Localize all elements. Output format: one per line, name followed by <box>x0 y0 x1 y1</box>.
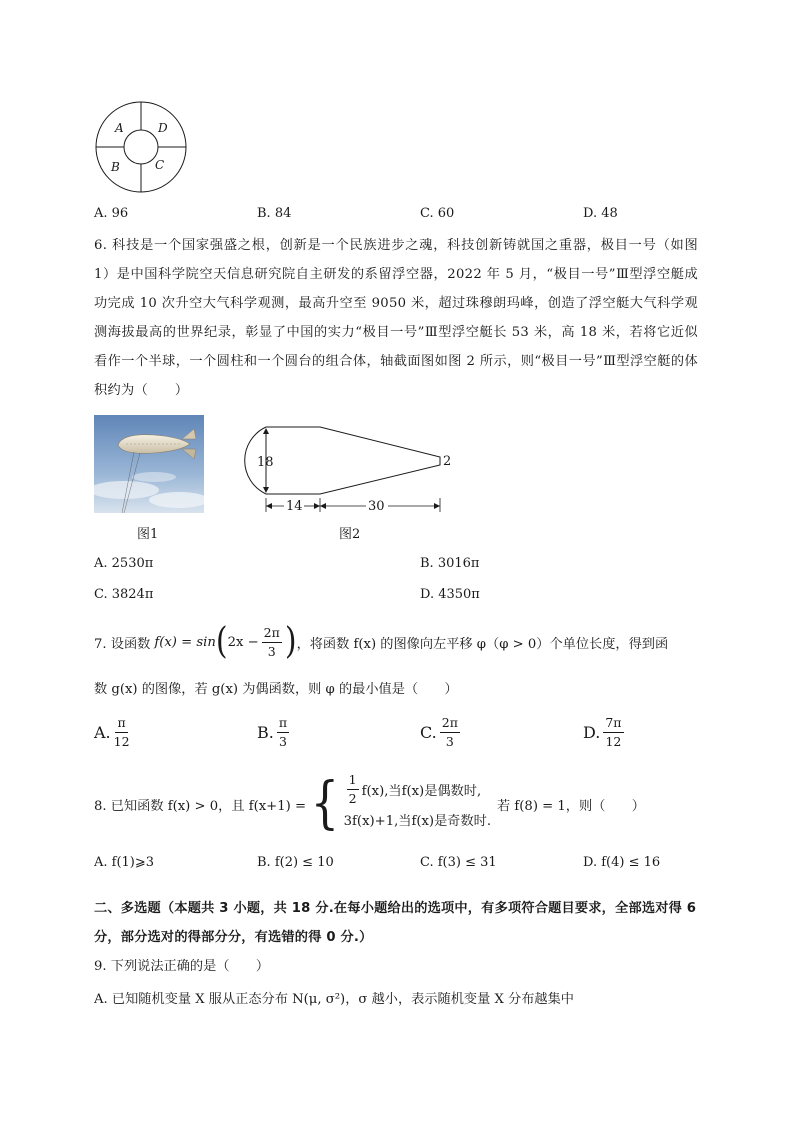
q5-options <box>94 206 746 221</box>
q8-option-b: B. f(2) ≤ 10 <box>257 855 334 870</box>
q8-option-d: D. f(4) ≤ 16 <box>583 855 661 870</box>
q8-prefix: 8. 已知函数 f(x) > 0，且 f(x+1) = <box>94 798 307 814</box>
q5-option-c: C. 60 <box>420 206 455 221</box>
q7-option-a-label: A. <box>94 722 111 742</box>
frac-num: 1 <box>347 773 359 790</box>
q6-options-row1 <box>94 556 746 571</box>
q9-option-a: A. 已知随机变量 X 服从正态分布 N(μ, σ²)，σ 越小，表示随机变量 X 分布越集中 <box>94 992 574 1007</box>
q7-option-c-frac <box>440 716 460 749</box>
airship-photo <box>94 415 204 513</box>
left-paren: ( <box>215 620 228 663</box>
q6-option-d: D. 4350π <box>420 587 480 602</box>
label-height: 18 <box>257 455 274 470</box>
q7-inner: 2x − <box>227 634 259 650</box>
q7-option-b <box>257 716 420 749</box>
q7-option-b-frac <box>277 716 289 749</box>
piecewise-row-even <box>344 771 491 806</box>
q7-option-b-label: B. <box>257 722 274 742</box>
q8-suffix: 若 f(8) = 1，则（ ） <box>497 798 645 814</box>
q8-row2: 3f(x)+1,当f(x)是奇数时. <box>343 813 492 829</box>
ring-label-c: C <box>155 158 165 172</box>
q7-line2: 数 g(x) 的图像，若 g(x) 为偶函数，则 φ 的最小值是（ ） <box>94 682 458 697</box>
frac-num: 7π <box>603 716 623 733</box>
frac-den: 3 <box>445 733 454 749</box>
q8-option-a: A. f(1)⩾3 <box>94 855 155 870</box>
piecewise-brace: { <box>310 771 340 836</box>
label-cyl-length: 14 <box>286 499 303 514</box>
piecewise-cases <box>343 771 492 834</box>
q8-options <box>94 855 746 870</box>
q7-option-a <box>94 716 257 749</box>
q7-frac-den: 3 <box>267 643 276 659</box>
cross-section-diagram <box>228 418 458 518</box>
piecewise-row-odd <box>344 804 491 834</box>
fig2-caption: 图2 <box>339 527 361 542</box>
q7-fraction <box>262 626 282 659</box>
arrowhead <box>266 503 272 509</box>
q7-option-d-label: D. <box>583 722 601 742</box>
label-end: 2 <box>443 454 452 469</box>
q7-options <box>94 716 746 749</box>
q8-row1-rest: f(x),当f(x)是偶数时, <box>361 783 482 799</box>
q7-line1 <box>94 622 698 662</box>
q5-option-b: B. 84 <box>257 206 292 221</box>
arrowhead <box>434 503 440 509</box>
q7-suffix: ，将函数 f(x) 的图像向左平移 φ（φ > 0）个单位长度，得到函 <box>296 636 669 652</box>
arrowhead <box>263 487 269 493</box>
frac-num: π <box>115 716 127 733</box>
q7-option-d-frac <box>603 716 623 749</box>
fig1-caption: 图1 <box>137 527 159 542</box>
q6-option-a: A. 2530π <box>94 556 154 571</box>
section-outline <box>245 427 440 494</box>
frac-den: 12 <box>605 733 622 749</box>
q7-func-lhs: f(x) = sin <box>154 634 216 650</box>
q7-option-a-frac <box>114 716 130 749</box>
q6-option-c: C. 3824π <box>94 587 154 602</box>
q8-stem <box>94 772 698 836</box>
q7-frac-num: 2π <box>262 626 282 643</box>
q7-option-d <box>583 716 746 749</box>
frac-den: 2 <box>348 790 357 806</box>
q7-option-c <box>420 716 583 749</box>
q6-option-b: B. 3016π <box>420 556 480 571</box>
right-paren: ) <box>284 620 297 663</box>
section2-heading: 二、多选题（本题共 3 小题，共 18 分.在每小题给出的选项中，有多项符合题目要求，全部选对得 6 分，部分选对的得部分分，有选错的得 0 分.） <box>94 901 697 945</box>
q5-option-a: A. 96 <box>94 206 129 221</box>
q7-prefix: 7. 设函数 <box>94 636 151 652</box>
q6-stem: 6. 科技是一个国家强盛之根，创新是一个民族进步之魂，科技创新铸就国之重器，极目一号（如图 1）是中国科学院空天信息研究院自主研发的系留浮空器，2022 年 5 月，“极目一号”Ⅲ型浮空艇成功完成 10 次升空大气科学观测，最高升空至 9050 米，超过珠穆朗玛峰，创造了浮空艇大气科学观测海拔最高的世界纪录，彰显了中国的实力“极目一号”Ⅲ型浮空艇长 53 米，高 18 米，若将它近似看作一个半球，一个圆柱和一个圆台的组合体，轴截面图如图 2 所示，则“极目一号”Ⅲ型浮空艇的体积约为（ ） <box>94 238 698 398</box>
frac-den: 3 <box>278 733 287 749</box>
ring-inner-circle <box>124 130 158 164</box>
ring-label-b: B <box>111 160 120 174</box>
cloud <box>132 472 176 482</box>
frac-num: π <box>277 716 289 733</box>
q9-stem: 9. 下列说法正确的是（ ） <box>94 959 270 974</box>
arrowhead <box>263 428 269 434</box>
q7-option-c-label: C. <box>420 722 437 742</box>
ring-label-a: A <box>115 121 124 135</box>
ring-label-d: D <box>158 121 168 135</box>
q8-option-c: C. f(3) ≤ 31 <box>420 855 497 870</box>
ring-figure <box>94 100 188 194</box>
q8-half-frac <box>347 773 359 806</box>
frac-den: 12 <box>113 733 130 749</box>
arrowhead <box>314 503 320 509</box>
q6-options-row2 <box>94 587 746 602</box>
q7-stem <box>94 622 698 700</box>
frac-num: 2π <box>440 716 460 733</box>
arrowhead <box>320 503 326 509</box>
q5-option-d: D. 48 <box>583 206 618 221</box>
label-cone-length: 30 <box>368 499 385 514</box>
